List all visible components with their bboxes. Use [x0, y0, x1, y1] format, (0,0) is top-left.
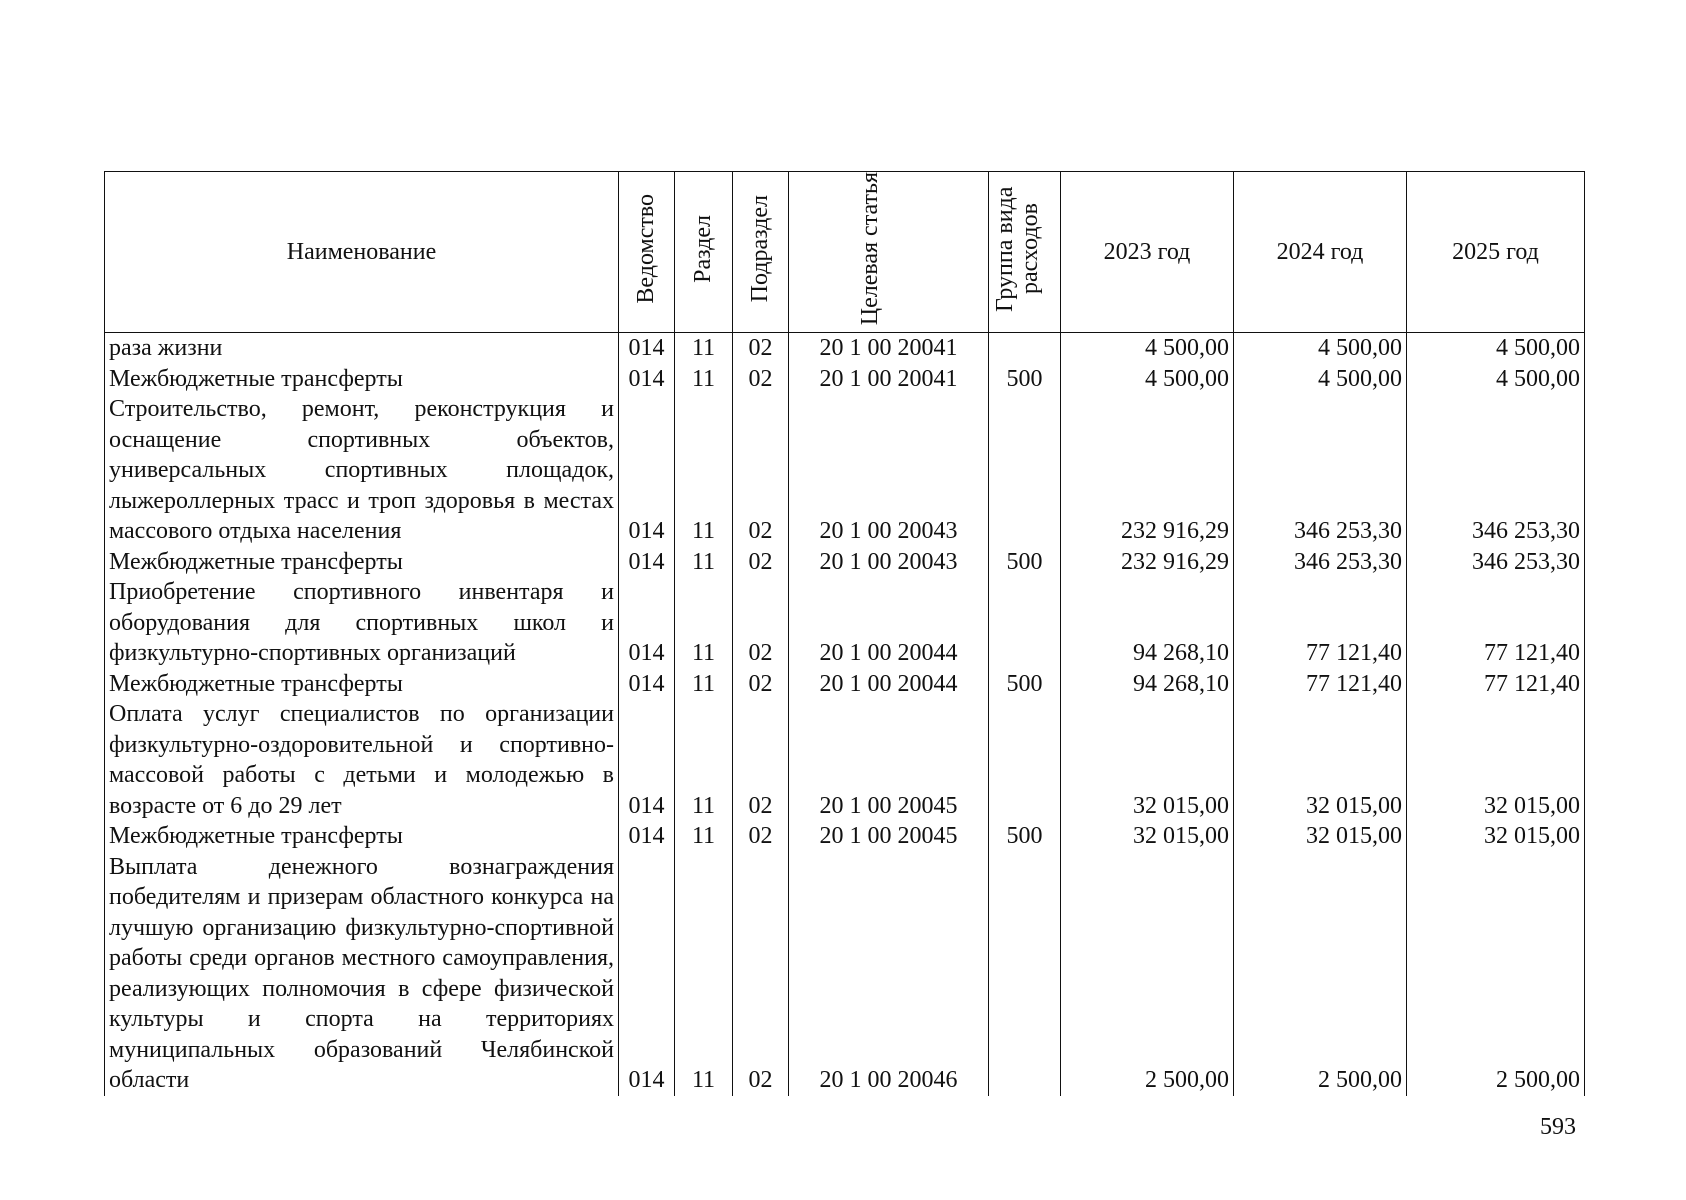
- cell-2023: 232 916,29: [1061, 547, 1234, 578]
- cell-podrazdel: 02: [733, 333, 789, 364]
- cell-gruppa-vida-rashodov: 500: [989, 821, 1061, 852]
- cell-razdel: 11: [675, 577, 733, 669]
- cell-podrazdel: 02: [733, 547, 789, 578]
- cell-name: Межбюджетные трансферты: [105, 547, 619, 578]
- cell-razdel: 11: [675, 699, 733, 821]
- table-row: [105, 821, 1585, 852]
- cell-podrazdel: 02: [733, 669, 789, 700]
- page-number: 593: [1540, 1114, 1576, 1140]
- cell-name: Выплата денежного вознаграждения победителям и призерам областного конкурса на лучшую организацию физкультурно-спортивной работы среди органов местного самоуправления, реализующих полномочия в сфере физической культуры и спорта на территориях муниципальных образований Челябинской области: [105, 852, 619, 1096]
- cell-gruppa-vida-rashodov: [989, 577, 1061, 669]
- cell-gruppa-vida-rashodov: 500: [989, 669, 1061, 700]
- cell-razdel: 11: [675, 547, 733, 578]
- cell-razdel: 11: [675, 821, 733, 852]
- header-name: Наименование: [105, 172, 619, 333]
- cell-podrazdel: 02: [733, 821, 789, 852]
- cell-gruppa-vida-rashodov: [989, 852, 1061, 1096]
- header-2024: 2024 год: [1234, 172, 1407, 333]
- cell-celevaya-statya: 20 1 00 20045: [789, 821, 989, 852]
- cell-2023: 94 268,10: [1061, 669, 1234, 700]
- cell-name: Строительство, ремонт, реконструкция и оснащение спортивных объектов, универсальных спортивных площадок, лыжероллерных трасс и троп здоровья в местах массового отдыха населения: [105, 394, 619, 547]
- header-2023: 2023 год: [1061, 172, 1234, 333]
- cell-gruppa-vida-rashodov: 500: [989, 547, 1061, 578]
- table-row: [105, 699, 1585, 821]
- table-row: [105, 547, 1585, 578]
- cell-2024: 4 500,00: [1234, 333, 1407, 364]
- cell-podrazdel: 02: [733, 577, 789, 669]
- cell-razdel: 11: [675, 852, 733, 1096]
- cell-razdel: 11: [675, 364, 733, 395]
- cell-2025: 77 121,40: [1407, 669, 1585, 700]
- cell-2023: 32 015,00: [1061, 821, 1234, 852]
- header-gruppa-vida-rashodov: Группа вида расходов: [989, 172, 1061, 333]
- budget-table: [104, 171, 1585, 1096]
- cell-2025: 32 015,00: [1407, 821, 1585, 852]
- cell-name: Межбюджетные трансферты: [105, 669, 619, 700]
- cell-2025: 2 500,00: [1407, 852, 1585, 1096]
- cell-celevaya-statya: 20 1 00 20044: [789, 577, 989, 669]
- header-podrazdel: Подраздел: [733, 172, 789, 333]
- header-celevaya-statya: Целевая статья: [789, 172, 989, 333]
- cell-2025: 4 500,00: [1407, 333, 1585, 364]
- cell-celevaya-statya: 20 1 00 20045: [789, 699, 989, 821]
- cell-gruppa-vida-rashodov: 500: [989, 364, 1061, 395]
- table-row: [105, 364, 1585, 395]
- cell-2024: 32 015,00: [1234, 821, 1407, 852]
- cell-2024: 77 121,40: [1234, 669, 1407, 700]
- cell-podrazdel: 02: [733, 852, 789, 1096]
- cell-vedomstvo: 014: [619, 699, 675, 821]
- table-row: [105, 394, 1585, 547]
- table-body: [105, 333, 1585, 1096]
- cell-vedomstvo: 014: [619, 333, 675, 364]
- cell-name: Межбюджетные трансферты: [105, 821, 619, 852]
- cell-name: раза жизни: [105, 333, 619, 364]
- cell-2024: 346 253,30: [1234, 394, 1407, 547]
- cell-podrazdel: 02: [733, 394, 789, 547]
- cell-vedomstvo: 014: [619, 577, 675, 669]
- cell-vedomstvo: 014: [619, 669, 675, 700]
- cell-2025: 346 253,30: [1407, 394, 1585, 547]
- cell-celevaya-statya: 20 1 00 20046: [789, 852, 989, 1096]
- cell-vedomstvo: 014: [619, 821, 675, 852]
- cell-2025: 32 015,00: [1407, 699, 1585, 821]
- cell-name: Оплата услуг специалистов по организации физкультурно-оздоровительной и спортивно-массовой работы с детьми и молодежью в возрасте от 6 до 29 лет: [105, 699, 619, 821]
- header-vedomstvo: Ведомство: [619, 172, 675, 333]
- cell-celevaya-statya: 20 1 00 20043: [789, 547, 989, 578]
- cell-razdel: 11: [675, 669, 733, 700]
- cell-vedomstvo: 014: [619, 852, 675, 1096]
- cell-2023: 2 500,00: [1061, 852, 1234, 1096]
- table-row: [105, 333, 1585, 364]
- table-header: [105, 172, 1585, 333]
- cell-celevaya-statya: 20 1 00 20043: [789, 394, 989, 547]
- cell-2023: 4 500,00: [1061, 333, 1234, 364]
- table-row: [105, 577, 1585, 669]
- cell-celevaya-statya: 20 1 00 20044: [789, 669, 989, 700]
- cell-gruppa-vida-rashodov: [989, 394, 1061, 547]
- cell-razdel: 11: [675, 394, 733, 547]
- cell-podrazdel: 02: [733, 364, 789, 395]
- cell-vedomstvo: 014: [619, 394, 675, 547]
- cell-2024: 4 500,00: [1234, 364, 1407, 395]
- cell-2023: 4 500,00: [1061, 364, 1234, 395]
- cell-vedomstvo: 014: [619, 547, 675, 578]
- cell-podrazdel: 02: [733, 699, 789, 821]
- header-razdel: Раздел: [675, 172, 733, 333]
- cell-2024: 346 253,30: [1234, 547, 1407, 578]
- cell-gruppa-vida-rashodov: [989, 699, 1061, 821]
- cell-2024: 32 015,00: [1234, 699, 1407, 821]
- cell-2025: 77 121,40: [1407, 577, 1585, 669]
- cell-gruppa-vida-rashodov: [989, 333, 1061, 364]
- table-row: [105, 669, 1585, 700]
- cell-celevaya-statya: 20 1 00 20041: [789, 364, 989, 395]
- cell-razdel: 11: [675, 333, 733, 364]
- cell-2025: 4 500,00: [1407, 364, 1585, 395]
- cell-2024: 2 500,00: [1234, 852, 1407, 1096]
- cell-2023: 232 916,29: [1061, 394, 1234, 547]
- cell-2025: 346 253,30: [1407, 547, 1585, 578]
- cell-2023: 32 015,00: [1061, 699, 1234, 821]
- table-row: [105, 852, 1585, 1096]
- cell-vedomstvo: 014: [619, 364, 675, 395]
- cell-2023: 94 268,10: [1061, 577, 1234, 669]
- header-2025: 2025 год: [1407, 172, 1585, 333]
- cell-name: Межбюджетные трансферты: [105, 364, 619, 395]
- cell-2024: 77 121,40: [1234, 577, 1407, 669]
- cell-celevaya-statya: 20 1 00 20041: [789, 333, 989, 364]
- cell-name: Приобретение спортивного инвентаря и оборудования для спортивных школ и физкультурно-спортивных организаций: [105, 577, 619, 669]
